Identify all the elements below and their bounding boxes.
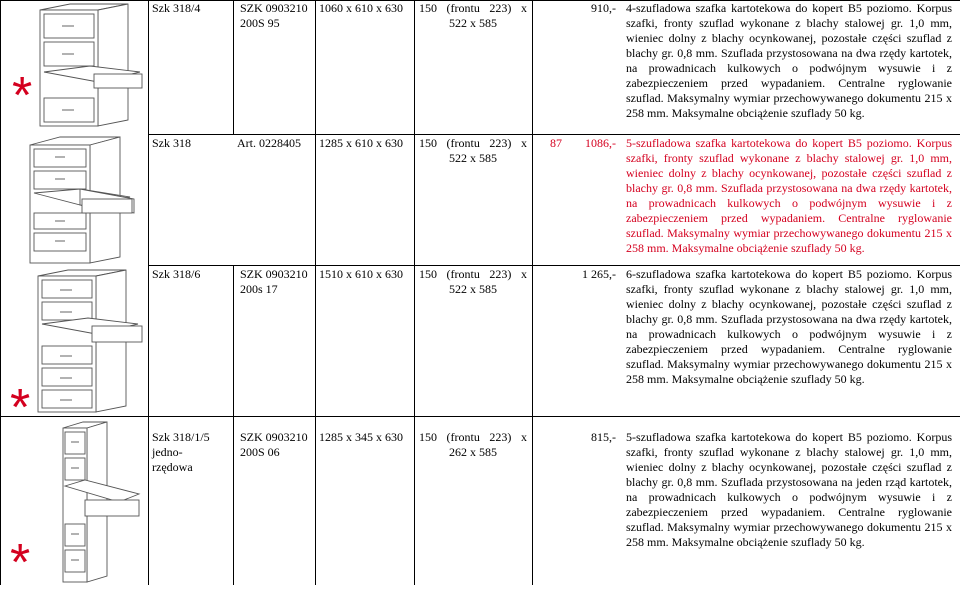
product-name: Szk 318/4 — [152, 1, 201, 15]
drawer-dimensions: 150 (frontu 223) x 522 x 585 — [419, 136, 527, 165]
cabinet-illustration-single-row — [55, 420, 147, 585]
column-divider — [414, 0, 415, 585]
column-divider — [233, 0, 234, 134]
product-code: SZK 0903210200S 95 — [240, 1, 308, 30]
column-divider — [233, 265, 234, 585]
highlight-asterisk: * — [10, 534, 31, 592]
product-name: Szk 318 — [152, 136, 191, 150]
row-divider — [148, 134, 960, 135]
product-description: 6-szufladowa szafka kartotekowa do kopert B5 poziomo. Korpus szafki, fronty szuflad wykonane z blachy stalowej gr. 1,0 mm, wieniec dolny z blachy ocynkowanej, pozostałe części szuflad z blachy gr. 0,8 mm. Szuflada przystosowana na dwa rzędy kartotek, na prowadnicach kulkowych o podwójnym wysuwie i z zabezpieczeniem przed wypadaniem. Centralne ryglowanie szuflad. Maksymalny wymiar przechowywanego dokumentu 215 x 258 mm. Maksymalne obciążenie szuflady 50 kg. — [626, 267, 952, 386]
product-dimensions: 1285 x 345 x 630 — [319, 430, 403, 444]
product-description: 5-szufladowa szafka kartotekowa do kopert B5 poziomo. Korpus szafki, fronty szuflad wykonane z blachy stalowej gr. 1,0 mm, wieniec dolny z blachy ocynkowanej, pozostałe części szuflad z blachy gr. 0,8 mm. Szuflada przystosowana na jeden rząd kartotek, na prowadnicach kulkowych o podwójnym wysuwie i z zabezpieczeniem przed wypadaniem. Centralne ryglowanie szuflad. Maksymalny wymiar przechowywanego dokumentu 215 x 258 mm. Maksymalne obciążenie szuflady 50 kg. — [626, 430, 952, 549]
product-description: 4-szufladowa szafka kartotekowa do kopert B5 poziomo. Korpus szafki, fronty szuflad wykonane z blachy stalowej gr. 1,0 mm, wieniec dolny z blachy ocynkowanej, pozostałe części szuflad z blachy gr. 0,8 mm. Szuflada przystosowana na dwa rzędy kartotek, na prowadnicach kulkowych o podwójnym wysuwie i z zabezpieczeniem przed wypadaniem. Centralne ryglowanie szuflad. Maksymalny wymiar przechowywanego dokumentu 215 x 258 mm. Maksymalne obciążenie szuflady 50 kg. — [626, 1, 952, 120]
product-dimensions: 1510 x 610 x 630 — [319, 267, 403, 281]
highlight-asterisk: * — [10, 379, 31, 437]
column-divider — [315, 0, 316, 585]
product-code: SZK 0903210200s 17 — [240, 267, 308, 296]
drawer-dimensions: 150 (frontu 223) x 522 x 585 — [419, 1, 527, 30]
cabinet-illustration-4-drawer — [30, 2, 148, 132]
cabinet-illustration-6-drawer — [30, 268, 148, 416]
product-name: Szk 318/6 — [152, 267, 201, 281]
column-divider — [532, 0, 533, 585]
product-dimensions: 1060 x 610 x 630 — [319, 1, 403, 15]
product-price: 1 265,- — [582, 267, 616, 281]
column-divider — [148, 0, 149, 585]
product-price: 815,- — [591, 430, 616, 444]
product-quantity: 87 — [550, 136, 562, 150]
product-name: Szk 318/1/5 jedno-rzędowa — [152, 430, 210, 474]
row-divider — [0, 416, 960, 417]
column-divider — [0, 0, 1, 585]
product-dimensions: 1285 x 610 x 630 — [319, 136, 403, 150]
product-price: 910,- — [591, 1, 616, 15]
highlight-asterisk: * — [12, 67, 33, 125]
product-price: 1086,- — [585, 136, 616, 150]
product-description: 5-szufladowa szafka kartotekowa do kopert B5 poziomo. Korpus szafki, fronty szuflad wykonane z blachy stalowej gr. 1,0 mm, wieniec dolny z blachy ocynkowanej, pozostałe części szuflad z blachy gr. 0,8 mm. Szuflada przystosowana na dwa rzędy kartotek, na prowadnicach kulkowych o podwójnym wysuwie i z zabezpieczeniem przed wypadaniem. Centralne ryglowanie szuflad. Maksymalny wymiar przechowywanego dokumentu 215 x 258 mm. Maksymalne obciążenie szuflady 50 kg. — [626, 136, 952, 255]
drawer-dimensions: 150 (frontu 223) x 522 x 585 — [419, 267, 527, 296]
drawer-dimensions: 150 (frontu 223) x 262 x 585 — [419, 430, 527, 459]
product-code: SZK 0903210200S 06 — [240, 430, 308, 459]
row-divider — [148, 265, 960, 266]
cabinet-illustration-5-drawer — [20, 135, 140, 265]
product-code: Art. 0228405 — [237, 136, 301, 150]
